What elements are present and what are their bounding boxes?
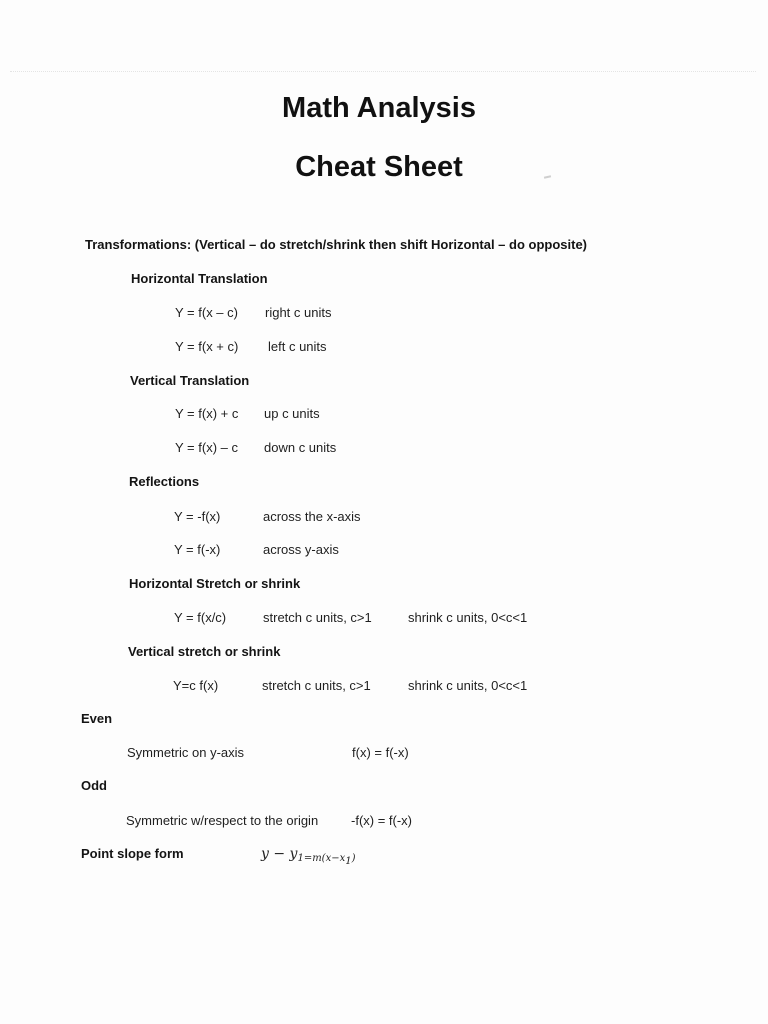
horizontal-translation-formula-1: Y = f(x – c) xyxy=(175,305,238,320)
odd-heading: Odd xyxy=(81,778,107,793)
reflections-formula-2: Y = f(-x) xyxy=(174,542,221,557)
point-slope-heading: Point slope form xyxy=(81,846,184,861)
vertical-stretch-heading: Vertical stretch or shrink xyxy=(128,644,281,659)
reflections-formula-1: Y = -f(x) xyxy=(174,509,221,524)
point-slope-sub-close: ) xyxy=(351,853,356,864)
vertical-translation-desc-2: down c units xyxy=(264,440,337,455)
point-slope-subscript xyxy=(297,853,356,867)
page-title: Math Analysis xyxy=(282,92,476,124)
even-description: Symmetric on y-axis xyxy=(127,745,245,760)
horizontal-shrink-desc: shrink c units, 0<c<1 xyxy=(408,610,528,625)
reflections-desc-2: across y-axis xyxy=(263,542,339,557)
even-formula: f(x) = f(-x) xyxy=(352,745,409,760)
vertical-translation-desc-1: up c units xyxy=(264,406,320,421)
point-slope-lhs: y − y xyxy=(261,846,298,862)
vertical-stretch-desc: stretch c units, c>1 xyxy=(262,678,371,693)
horizontal-translation-desc-2: left c units xyxy=(268,339,327,354)
odd-description: Symmetric w/respect to the origin xyxy=(126,813,319,828)
point-slope-formula xyxy=(261,845,356,871)
horizontal-translation-desc-1: right c units xyxy=(265,305,332,320)
horizontal-stretch-heading: Horizontal Stretch or shrink xyxy=(129,576,301,591)
vertical-shrink-desc: shrink c units, 0<c<1 xyxy=(408,678,528,693)
reflections-heading: Reflections xyxy=(129,474,200,489)
horizontal-stretch-desc: stretch c units, c>1 xyxy=(263,610,372,625)
reflections-desc-1: across the x-axis xyxy=(263,509,361,524)
even-heading: Even xyxy=(81,711,113,726)
odd-formula: -f(x) = f(-x) xyxy=(351,813,413,828)
horizontal-stretch-formula: Y = f(x/c) xyxy=(174,610,227,625)
transformations-heading: Transformations: (Vertical – do stretch/shrink then shift Horizontal – do opposite) xyxy=(85,237,588,252)
vertical-translation-formula-1: Y = f(x) + c xyxy=(175,406,239,421)
vertical-translation-heading: Vertical Translation xyxy=(130,373,250,388)
vertical-translation-formula-2: Y = f(x) – c xyxy=(175,440,238,455)
scan-top-edge xyxy=(10,71,756,72)
horizontal-translation-heading: Horizontal Translation xyxy=(131,271,268,286)
point-slope-sub-index: 1 xyxy=(345,856,352,867)
vertical-stretch-formula: Y=c f(x) xyxy=(173,678,219,693)
point-slope-sub-main: 1=m(x−x xyxy=(297,853,346,864)
horizontal-translation-formula-2: Y = f(x + c) xyxy=(175,339,239,354)
page-subtitle: Cheat Sheet xyxy=(295,151,463,183)
